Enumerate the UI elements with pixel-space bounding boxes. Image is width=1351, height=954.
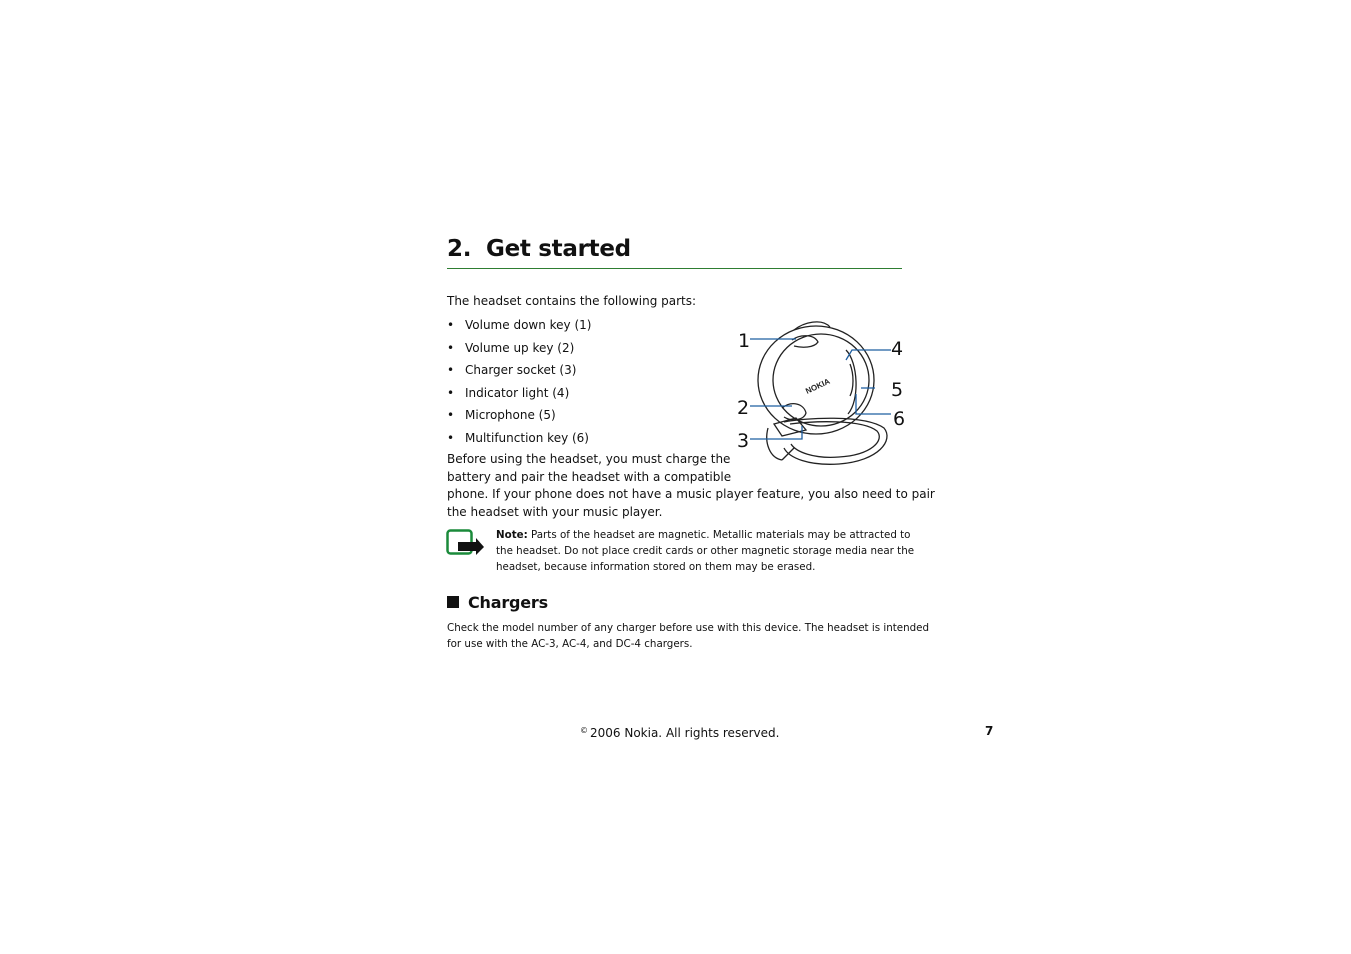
list-item xyxy=(447,340,591,363)
chargers-text xyxy=(447,620,930,652)
chapter-title: Get started xyxy=(486,236,631,262)
list-item xyxy=(447,430,591,453)
note-hand-icon xyxy=(446,529,486,557)
part-label: Multifunction key (6) xyxy=(465,430,589,445)
chargers-line-1: Check the model number of any charger before use with this device. The headset is intended xyxy=(447,622,930,634)
charging-paragraph xyxy=(447,451,935,522)
intro-text: The headset contains the following parts: xyxy=(447,294,697,308)
note-line-2: the headset. Do not place credit cards or other magnetic storage media near the xyxy=(496,545,915,557)
callout-2: 2 xyxy=(737,397,750,419)
chargers-line-2: for use with the AC-3, AC-4, and DC-4 chargers. xyxy=(447,638,693,650)
bullet: • xyxy=(447,340,455,355)
paragraph-line: battery and pair the headset with a compatible xyxy=(447,469,732,484)
list-item xyxy=(447,385,591,408)
copyright-symbol: © xyxy=(580,726,588,735)
bullet: • xyxy=(447,363,455,377)
paragraph-line: phone. If your phone does not have a music player feature, you also need to pair xyxy=(447,487,935,502)
note-line-3: headset, because information stored on them may be erased. xyxy=(496,561,816,573)
note-line-1: Parts of the headset are magnetic. Metallic materials may be attracted to xyxy=(531,529,911,541)
square-bullet-icon xyxy=(447,596,459,608)
part-label: Microphone (5) xyxy=(465,408,556,422)
bullet: • xyxy=(447,430,455,445)
list-item xyxy=(447,407,591,430)
bullet: • xyxy=(447,385,455,400)
section-title: Chargers xyxy=(468,593,548,612)
list-item xyxy=(447,317,591,340)
page-title xyxy=(447,232,902,269)
chapter-number: 2. xyxy=(447,236,472,262)
part-label: Indicator light (4) xyxy=(465,385,570,400)
parts-list xyxy=(447,317,591,452)
callout-3: 3 xyxy=(737,430,750,452)
headset-illustration xyxy=(734,318,906,468)
part-label: Volume down key (1) xyxy=(465,318,592,332)
section-heading-chargers xyxy=(447,592,548,614)
part-label: Charger socket (3) xyxy=(465,363,577,377)
part-label: Volume up key (2) xyxy=(465,340,575,355)
note-text xyxy=(496,527,915,575)
bullet: • xyxy=(447,318,455,332)
callout-4: 4 xyxy=(891,338,904,360)
note-label: Note: xyxy=(496,529,528,541)
footer-copyright xyxy=(580,722,779,742)
callout-1: 1 xyxy=(738,330,751,352)
list-item xyxy=(447,362,591,385)
paragraph-line: Before using the headset, you must charge the xyxy=(447,452,731,466)
paragraph-line: the headset with your music player. xyxy=(447,505,663,520)
callout-5: 5 xyxy=(891,379,904,401)
copyright-text: 2006 Nokia. All rights reserved. xyxy=(590,726,780,740)
callout-6: 6 xyxy=(893,408,906,430)
brand-logo: NOKIA xyxy=(804,376,832,396)
page-number: 7 xyxy=(985,724,994,738)
bullet: • xyxy=(447,408,455,422)
